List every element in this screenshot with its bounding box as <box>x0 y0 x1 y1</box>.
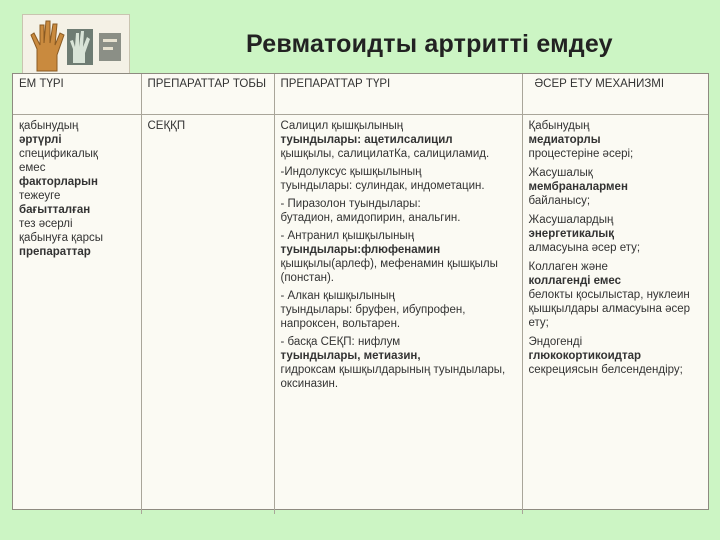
mechanism-item: Коллаген және коллагенді емес белокты қосылыстар, нуклеин қышқылдары алмасуына әсер ету; <box>528 261 691 329</box>
table-header-row <box>13 74 708 115</box>
header-mechanism: ӘСЕР ЕТУ МЕХАНИЗМІ <box>522 74 708 115</box>
header-drug-group: ПРЕПАРАТТАР ТОБЫ <box>141 74 274 115</box>
cell-drug-group: СЕҚҚП <box>141 115 274 515</box>
treatment-line: қабынудың <box>19 120 79 132</box>
treatment-line: препараттар <box>19 246 91 258</box>
header-drug-type: ПРЕПАРАТТАР ТҮРІ <box>274 74 522 115</box>
cell-drug-types <box>274 115 522 515</box>
treatment-line: факторларын <box>19 176 98 188</box>
treatment-line: спецификалық <box>19 148 98 160</box>
treatment-line: бағытталған <box>19 204 91 216</box>
mechanism-item: Эндогенді глюкокортикоидтар секрециясын белсендендіру; <box>528 336 683 376</box>
treatment-table <box>12 73 709 510</box>
cell-mechanism <box>522 115 708 515</box>
treatment-line: емес <box>19 162 46 174</box>
drug-type-item: - басқа СЕҚП: нифлум туындылары, метиазин, гидроксам қышқылдарының туындылары, оксиназин. <box>280 336 506 390</box>
treatment-line: тежеуге <box>19 190 61 202</box>
mechanism-item: Жасушалардың энергетикалық алмасуына әсер ету; <box>528 214 641 254</box>
table-row <box>13 115 708 515</box>
drug-type-item: - Антранил қышқылының туындылары:флюфенамин қышқылы(арлеф), мефенамин қышқылы (понстан). <box>280 230 498 284</box>
drug-type-item: - Пиразолон туындылары: бутадион, амидопирин, анальгин. <box>280 198 461 224</box>
treatment-line: әртүрлі <box>19 134 62 146</box>
header-treatment-type: ЕМ ТҮРІ <box>13 74 141 115</box>
hands-xray-icon <box>22 14 130 74</box>
mechanism-item: Жасушалық мембраналармен байланысу; <box>528 167 628 207</box>
treatment-line: тез әсерлі <box>19 218 73 230</box>
drug-type-item: -Индолуксус қышқылының туындылары: сулиндак, индометацин. <box>280 166 485 192</box>
mechanism-item: Қабынудың медиаторлы процестеріне әсері; <box>528 120 634 160</box>
drug-type-item: Салицил қышқылының туындылары: ацетилсалицил қышқылы, салицилатКа, салициламид. <box>280 120 490 160</box>
drug-type-item: - Алкан қышқылының туындылары: бруфен, ибупрофен, напроксен, вольтарен. <box>280 290 466 330</box>
cell-treatment-type <box>13 115 141 515</box>
treatment-line: қабынуға қарсы <box>19 232 104 244</box>
page-title: Ревматоидты артритті емдеу <box>246 30 613 58</box>
